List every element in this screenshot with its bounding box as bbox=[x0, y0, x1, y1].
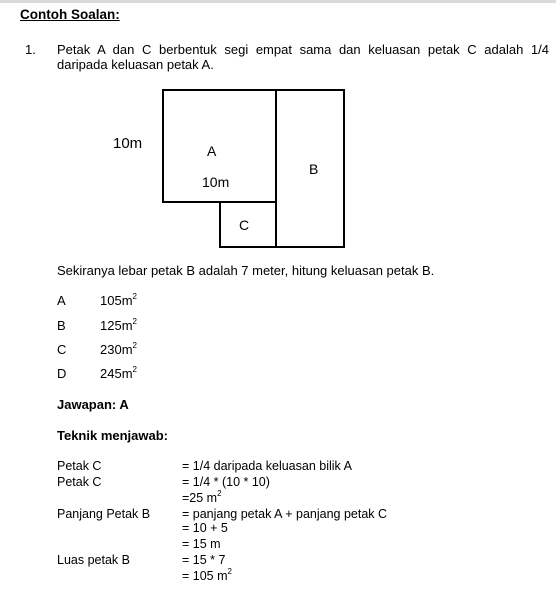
label-b: B bbox=[309, 161, 319, 177]
option-letter: A bbox=[57, 293, 66, 308]
figure-diagram bbox=[100, 85, 360, 250]
label-c: C bbox=[239, 217, 250, 233]
option-value: $105m^2$ bbox=[100, 292, 137, 308]
top-border bbox=[0, 0, 556, 3]
technique-heading: Teknik menjawab: bbox=[57, 428, 169, 443]
working-step: = 15 m bbox=[182, 537, 221, 551]
working-step: =25 $m^2$ bbox=[182, 489, 222, 505]
working-step: = 105 $m^2$ bbox=[182, 567, 232, 583]
question-stem: Sekiranya lebar petak B adalah 7 meter, hitung keluasan petak B. bbox=[57, 263, 435, 278]
working-label: Petak C bbox=[57, 475, 102, 489]
working-label: Panjang Petak B bbox=[57, 507, 151, 521]
bottom-length-label: 10m bbox=[202, 174, 230, 190]
working-step: = panjang petak A + panjang petak C bbox=[182, 507, 388, 521]
working-label: Petak C bbox=[57, 459, 102, 473]
option-letter: B bbox=[57, 318, 66, 333]
working-step: = 1/4 * (10 * 10) bbox=[182, 475, 270, 489]
working-step: = 15 * 7 bbox=[182, 553, 226, 567]
side-length-label: 10m bbox=[113, 135, 143, 152]
option-value: $125m^2$ bbox=[100, 317, 137, 333]
option-value: $245m^2$ bbox=[100, 365, 137, 381]
working-step: = 1/4 daripada keluasan bilik A bbox=[182, 459, 352, 473]
option-letter: D bbox=[57, 366, 67, 381]
section-heading: Contoh Soalan: bbox=[20, 7, 120, 22]
label-a: A bbox=[207, 143, 217, 159]
working-label: Luas petak B bbox=[57, 553, 130, 567]
question-text: Petak A dan C berbentuk segi empat sama dan keluasan petak C adalah 1/4 daripada keluasan petak A. bbox=[57, 42, 549, 72]
option-letter: C bbox=[57, 342, 67, 357]
question-number: 1. bbox=[25, 42, 36, 57]
option-value: $230m^2$ bbox=[100, 341, 137, 357]
answer-text: Jawapan: A bbox=[57, 397, 129, 412]
working-step: = 10 + 5 bbox=[182, 521, 228, 535]
